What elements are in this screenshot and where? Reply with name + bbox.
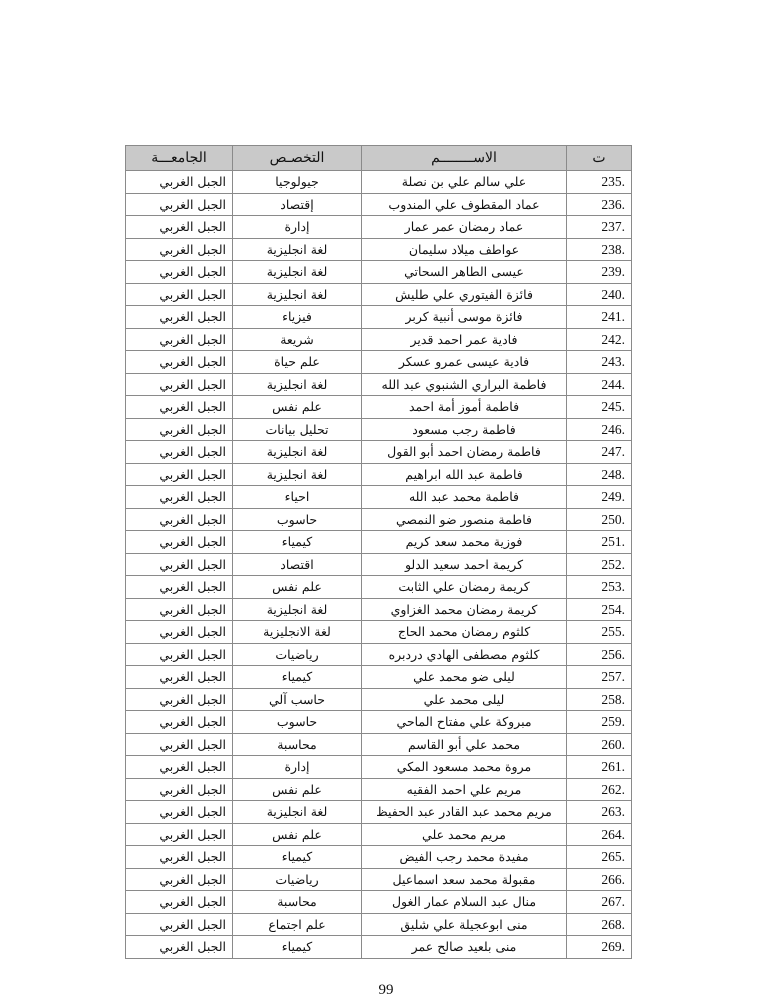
- cell-university: الجبل الغربي: [126, 913, 233, 936]
- table-row: [126, 688, 632, 711]
- cell-number: 262.: [567, 778, 632, 801]
- cell-number: 259.: [567, 711, 632, 734]
- cell-name: ليلى ضو محمد علي: [362, 666, 567, 689]
- table-row: [126, 171, 632, 194]
- cell-specialization: حاسوب: [233, 508, 362, 531]
- header-number: ت: [567, 146, 632, 171]
- cell-name: مبروكة علي مفتاح الماحي: [362, 711, 567, 734]
- table-row: [126, 441, 632, 464]
- cell-university: الجبل الغربي: [126, 328, 233, 351]
- cell-name: مروة محمد مسعود المكي: [362, 756, 567, 779]
- cell-name: فاطمة أموز أمة احمد: [362, 396, 567, 419]
- cell-specialization: محاسبة: [233, 891, 362, 914]
- table-row: [126, 643, 632, 666]
- cell-name: عواطف ميلاد سليمان: [362, 238, 567, 261]
- table-row: [126, 756, 632, 779]
- table-row: [126, 418, 632, 441]
- cell-university: الجبل الغربي: [126, 306, 233, 329]
- cell-number: 247.: [567, 441, 632, 464]
- cell-name: فاطمة محمد عبد الله: [362, 486, 567, 509]
- cell-name: مفيدة محمد رجب الفيض: [362, 846, 567, 869]
- cell-specialization: لغة انجليزية: [233, 463, 362, 486]
- header-specialization: التخصـص: [233, 146, 362, 171]
- cell-name: كريمة رمضان علي الثابت: [362, 576, 567, 599]
- cell-specialization: فيزياء: [233, 306, 362, 329]
- table-row: [126, 621, 632, 644]
- cell-name: عماد المقطوف علي المندوب: [362, 193, 567, 216]
- table-row: [126, 868, 632, 891]
- cell-name: فوزية محمد سعد كريم: [362, 531, 567, 554]
- cell-university: الجبل الغربي: [126, 463, 233, 486]
- cell-number: 266.: [567, 868, 632, 891]
- cell-number: 240.: [567, 283, 632, 306]
- table-row: [126, 328, 632, 351]
- table-row: [126, 666, 632, 689]
- cell-university: الجبل الغربي: [126, 801, 233, 824]
- cell-number: 269.: [567, 936, 632, 959]
- table-row: [126, 216, 632, 239]
- cell-name: فاطمة البراري الشنبوي عبد الله: [362, 373, 567, 396]
- cell-number: 249.: [567, 486, 632, 509]
- cell-name: فادية عيسى عمرو عسكر: [362, 351, 567, 374]
- cell-university: الجبل الغربي: [126, 441, 233, 464]
- cell-university: الجبل الغربي: [126, 193, 233, 216]
- cell-specialization: علم حياة: [233, 351, 362, 374]
- table-row: [126, 733, 632, 756]
- cell-specialization: كيمياء: [233, 666, 362, 689]
- cell-university: الجبل الغربي: [126, 643, 233, 666]
- cell-specialization: رياضيات: [233, 868, 362, 891]
- cell-specialization: جيولوجيا: [233, 171, 362, 194]
- cell-number: 244.: [567, 373, 632, 396]
- header-name: الاســــــــم: [362, 146, 567, 171]
- cell-number: 263.: [567, 801, 632, 824]
- table-row: [126, 486, 632, 509]
- cell-name: كريمة احمد سعيد الدلو: [362, 553, 567, 576]
- cell-number: 267.: [567, 891, 632, 914]
- table-row: [126, 373, 632, 396]
- cell-university: الجبل الغربي: [126, 621, 233, 644]
- table-row: [126, 936, 632, 959]
- cell-university: الجبل الغربي: [126, 823, 233, 846]
- cell-university: الجبل الغربي: [126, 868, 233, 891]
- cell-name: منال عبد السلام عمار الغول: [362, 891, 567, 914]
- cell-number: 264.: [567, 823, 632, 846]
- header-university: الجامعـــة: [126, 146, 233, 171]
- cell-number: 265.: [567, 846, 632, 869]
- cell-specialization: شريعة: [233, 328, 362, 351]
- names-table: [125, 145, 632, 959]
- table-row: [126, 306, 632, 329]
- cell-university: الجبل الغربي: [126, 733, 233, 756]
- cell-name: عماد رمضان عمر عمار: [362, 216, 567, 239]
- cell-name: فائزة الفيتوري علي طليش: [362, 283, 567, 306]
- cell-university: الجبل الغربي: [126, 891, 233, 914]
- table-row: [126, 351, 632, 374]
- cell-name: محمد علي أبو القاسم: [362, 733, 567, 756]
- cell-number: 258.: [567, 688, 632, 711]
- cell-specialization: علم اجتماع: [233, 913, 362, 936]
- cell-university: الجبل الغربي: [126, 216, 233, 239]
- cell-specialization: تحليل بيانات: [233, 418, 362, 441]
- cell-name: فادية عمر احمد قدير: [362, 328, 567, 351]
- cell-university: الجبل الغربي: [126, 283, 233, 306]
- table-row: [126, 576, 632, 599]
- cell-specialization: إدارة: [233, 756, 362, 779]
- cell-name: فاطمة منصور ضو النمصي: [362, 508, 567, 531]
- cell-specialization: إدارة: [233, 216, 362, 239]
- cell-specialization: لغة انجليزية: [233, 373, 362, 396]
- table-row: [126, 823, 632, 846]
- cell-name: مقبولة محمد سعد اسماعيل: [362, 868, 567, 891]
- cell-name: مريم محمد عبد القادر عبد الحفيظ: [362, 801, 567, 824]
- cell-specialization: إقتصاد: [233, 193, 362, 216]
- cell-specialization: احياء: [233, 486, 362, 509]
- cell-specialization: علم نفس: [233, 823, 362, 846]
- cell-name: فاطمة عبد الله ابراهيم: [362, 463, 567, 486]
- cell-specialization: لغة انجليزية: [233, 801, 362, 824]
- cell-name: مريم علي احمد الفقيه: [362, 778, 567, 801]
- table-row: [126, 396, 632, 419]
- cell-number: 237.: [567, 216, 632, 239]
- cell-number: 243.: [567, 351, 632, 374]
- cell-university: الجبل الغربي: [126, 508, 233, 531]
- cell-specialization: كيمياء: [233, 531, 362, 554]
- cell-specialization: كيمياء: [233, 846, 362, 869]
- table-row: [126, 598, 632, 621]
- cell-name: عيسى الطاهر السحاتي: [362, 261, 567, 284]
- cell-number: 256.: [567, 643, 632, 666]
- cell-number: 253.: [567, 576, 632, 599]
- cell-specialization: حاسوب: [233, 711, 362, 734]
- cell-specialization: اقتصاد: [233, 553, 362, 576]
- table-row: [126, 913, 632, 936]
- cell-number: 268.: [567, 913, 632, 936]
- cell-number: 260.: [567, 733, 632, 756]
- cell-university: الجبل الغربي: [126, 396, 233, 419]
- cell-specialization: لغة انجليزية: [233, 598, 362, 621]
- cell-specialization: لغة انجليزية: [233, 441, 362, 464]
- cell-university: الجبل الغربي: [126, 756, 233, 779]
- cell-university: الجبل الغربي: [126, 688, 233, 711]
- table-row: [126, 261, 632, 284]
- cell-name: منى بلعيد صالح عمر: [362, 936, 567, 959]
- page-number: 99: [378, 982, 394, 998]
- cell-specialization: حاسب آلي: [233, 688, 362, 711]
- cell-specialization: لغة انجليزية: [233, 283, 362, 306]
- cell-university: الجبل الغربي: [126, 373, 233, 396]
- cell-university: الجبل الغربي: [126, 576, 233, 599]
- cell-number: 254.: [567, 598, 632, 621]
- cell-university: الجبل الغربي: [126, 936, 233, 959]
- cell-number: 248.: [567, 463, 632, 486]
- cell-name: علي سالم علي بن نصلة: [362, 171, 567, 194]
- table-row: [126, 531, 632, 554]
- cell-number: 252.: [567, 553, 632, 576]
- cell-name: فائزة موسى أنبية كربر: [362, 306, 567, 329]
- cell-university: الجبل الغربي: [126, 261, 233, 284]
- cell-name: منى ابوعجيلة علي شليق: [362, 913, 567, 936]
- cell-number: 250.: [567, 508, 632, 531]
- cell-university: الجبل الغربي: [126, 486, 233, 509]
- cell-specialization: رياضيات: [233, 643, 362, 666]
- cell-specialization: لغة الانجليزية: [233, 621, 362, 644]
- cell-number: 236.: [567, 193, 632, 216]
- table-row: [126, 508, 632, 531]
- table-row: [126, 891, 632, 914]
- cell-university: الجبل الغربي: [126, 846, 233, 869]
- cell-university: الجبل الغربي: [126, 553, 233, 576]
- cell-specialization: علم نفس: [233, 396, 362, 419]
- cell-university: الجبل الغربي: [126, 238, 233, 261]
- cell-name: فاطمة رمضان احمد أبو القول: [362, 441, 567, 464]
- cell-university: الجبل الغربي: [126, 171, 233, 194]
- table-row: [126, 711, 632, 734]
- cell-specialization: لغة انجليزية: [233, 261, 362, 284]
- cell-number: 255.: [567, 621, 632, 644]
- cell-number: 251.: [567, 531, 632, 554]
- cell-university: الجبل الغربي: [126, 418, 233, 441]
- cell-university: الجبل الغربي: [126, 711, 233, 734]
- cell-name: ليلى محمد علي: [362, 688, 567, 711]
- cell-number: 239.: [567, 261, 632, 284]
- cell-university: الجبل الغربي: [126, 351, 233, 374]
- table-row: [126, 238, 632, 261]
- cell-specialization: كيمياء: [233, 936, 362, 959]
- cell-name: كريمة رمضان محمد الغزاوي: [362, 598, 567, 621]
- cell-number: 242.: [567, 328, 632, 351]
- cell-name: مريم محمد علي: [362, 823, 567, 846]
- cell-number: 241.: [567, 306, 632, 329]
- cell-number: 246.: [567, 418, 632, 441]
- cell-specialization: محاسبة: [233, 733, 362, 756]
- cell-number: 257.: [567, 666, 632, 689]
- table-row: [126, 778, 632, 801]
- cell-number: 238.: [567, 238, 632, 261]
- cell-name: كلثوم مصطفى الهادي دردبره: [362, 643, 567, 666]
- cell-name: كلثوم رمضان محمد الحاج: [362, 621, 567, 644]
- cell-name: فاطمة رجب مسعود: [362, 418, 567, 441]
- table-row: [126, 553, 632, 576]
- table-row: [126, 846, 632, 869]
- cell-university: الجبل الغربي: [126, 778, 233, 801]
- table-row: [126, 463, 632, 486]
- cell-number: 261.: [567, 756, 632, 779]
- table-row: [126, 193, 632, 216]
- cell-university: الجبل الغربي: [126, 598, 233, 621]
- cell-specialization: علم نفس: [233, 576, 362, 599]
- table-row: [126, 801, 632, 824]
- cell-specialization: علم نفس: [233, 778, 362, 801]
- cell-specialization: لغة انجليزية: [233, 238, 362, 261]
- cell-number: 235.: [567, 171, 632, 194]
- table-header-row: [126, 146, 632, 171]
- cell-university: الجبل الغربي: [126, 666, 233, 689]
- cell-number: 245.: [567, 396, 632, 419]
- table-row: [126, 283, 632, 306]
- cell-university: الجبل الغربي: [126, 531, 233, 554]
